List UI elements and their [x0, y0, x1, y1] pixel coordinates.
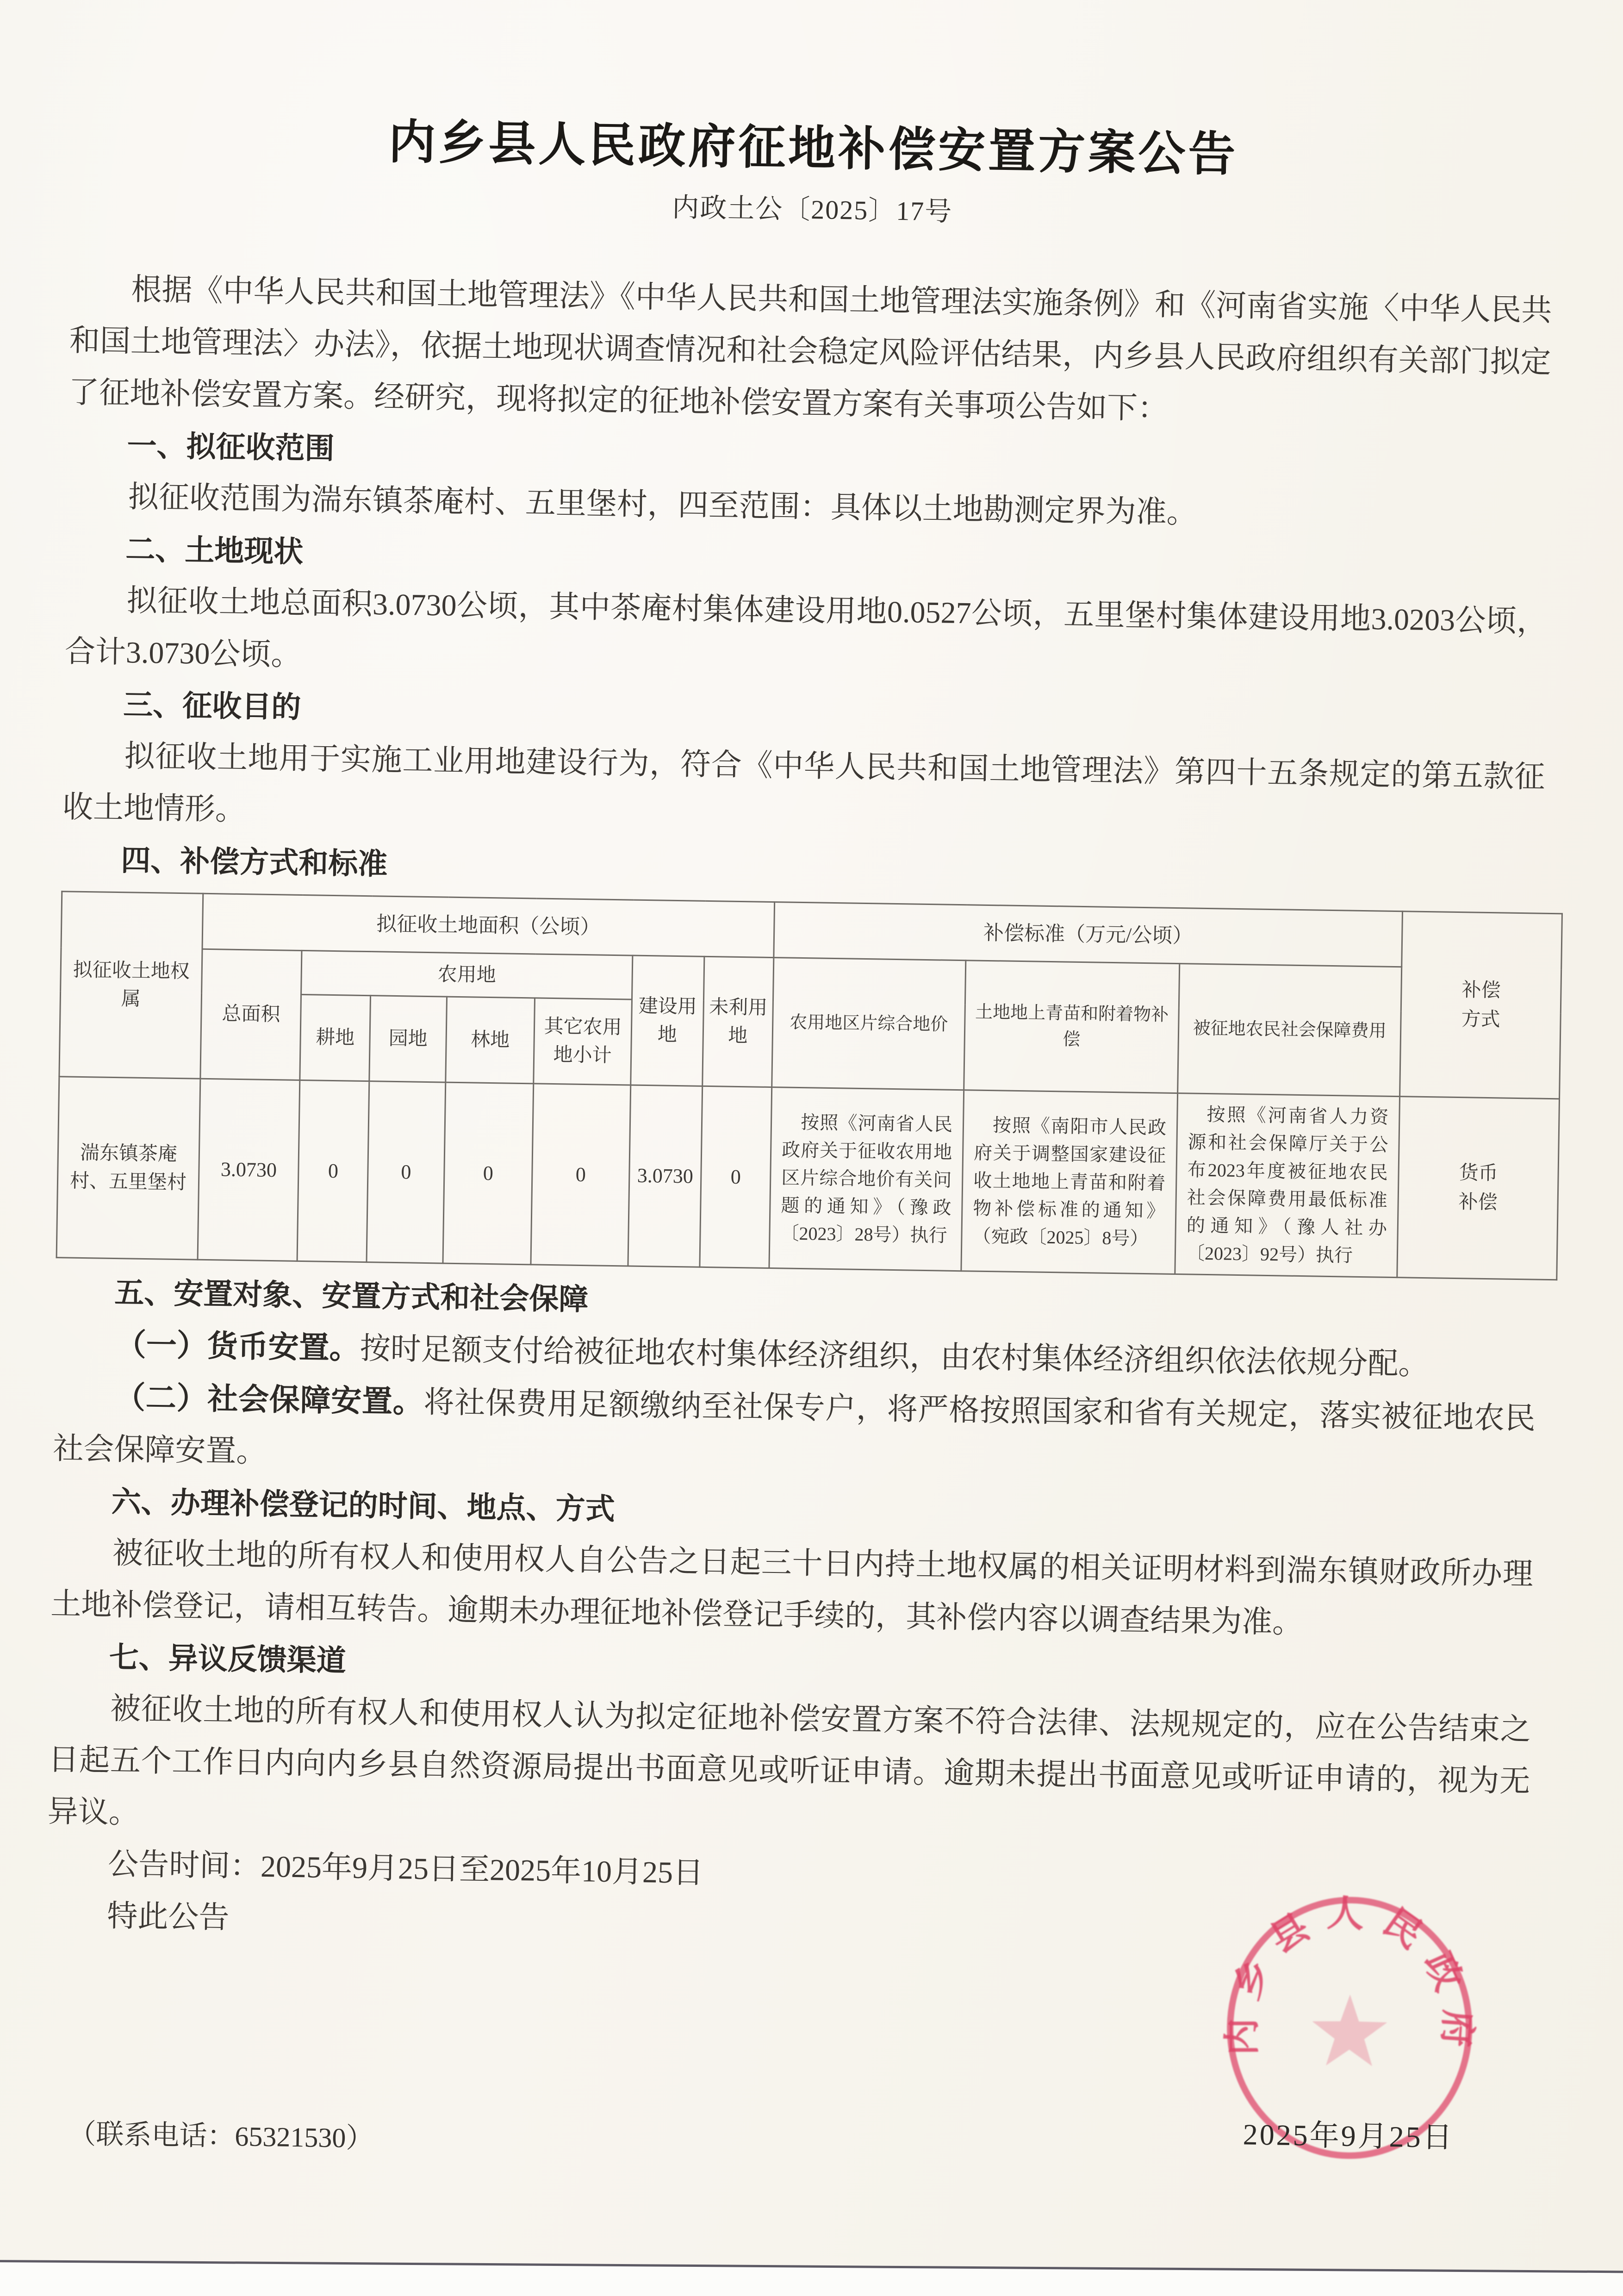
item-2-label: （二）社会保障安置。: [114, 1380, 424, 1419]
section-7-heading: 七、异议反馈渠道: [109, 1640, 347, 1678]
page-title: 内乡县人民政府征地补偿安置方案公告: [388, 116, 1239, 181]
cell-ownership: 湍东镇茶庵村、五里堡村: [56, 1077, 200, 1260]
th-construction-land: 建设用地: [631, 955, 704, 1086]
th-comprehensive-price: 农用地区片综合地价: [772, 958, 966, 1090]
cell-total-area: 3.0730: [198, 1079, 300, 1261]
section-4-heading: 四、补偿方式和标准: [120, 843, 388, 881]
cell-unused: 0: [700, 1086, 772, 1268]
cell-cultivated: 0: [297, 1080, 369, 1262]
issue-date: 2025年9月25日: [1243, 2118, 1455, 2154]
doc-number: 内政土公〔2025〕17号: [672, 192, 953, 227]
section-1-paragraph: 拟征收范围为湍东镇茶庵村、五里堡村，四至范围：具体以土地勘测定界为准。: [128, 480, 1198, 530]
th-unused-land: 未利用地: [703, 956, 774, 1087]
th-garden-land: 园地: [369, 996, 447, 1082]
th-social-security: 被征地农民社会保障费用: [1178, 964, 1402, 1097]
th-other-farmland-subtotal: 其它农用地小计: [534, 998, 632, 1085]
item-2-text: 将社保费用足额缴纳至社保专户，将严格按照国家和省有关规定，落实被征地农民社会保障安置。: [52, 1385, 1536, 1469]
intro-paragraph: 根据《中华人民共和国土地管理法》《中华人民共和国土地管理法实施条例》和《河南省实施〈中华人民共和国土地管理法〉办法》，依据土地现状调查情况和社会稳定风险评估结果，内乡县人民政府组织有关部门拟定了征地补偿安置方案。经研究，现将拟定的征地补偿安置方案有关事项公告如下：: [68, 273, 1552, 426]
th-ownership: 拟征收土地权属: [59, 892, 203, 1079]
th-cultivated-land: 耕地: [300, 994, 371, 1081]
cell-other-subtotal: 0: [531, 1084, 631, 1266]
cell-forest: 0: [443, 1082, 534, 1265]
th-compensation-method: 补偿方式: [1400, 911, 1562, 1099]
closing-line: 特此公告: [106, 1899, 230, 1935]
compensation-table: [56, 891, 1563, 1280]
contact-phone: （联系电话：65321530）: [68, 2118, 374, 2154]
seal-star-icon: [1312, 1994, 1387, 2066]
th-forest-land: 林地: [446, 997, 535, 1084]
section-7-paragraph: 被征收土地的所有权人和使用权人认为拟定征地补偿安置方案不符合法律、法规规定的，应在公告结束之日起五个工作日内向内乡县自然资源局提出书面意见或听证申请。逾期未提出书面意见或听证申请的，视为无异议。: [47, 1691, 1531, 1830]
th-area-group: 拟征收土地面积（公顷）: [202, 893, 775, 957]
section-3-heading: 三、征收目的: [123, 688, 301, 724]
cell-construction: 3.0730: [628, 1085, 703, 1267]
section-6-paragraph: 被征收土地的所有权人和使用权人自公告之日起三十日内持土地权属的相关证明材料到湍东镇财政所办理土地补偿登记，请相互转告。逾期未办理征地补偿登记手续的，其补偿内容以调查结果为准。: [50, 1536, 1534, 1640]
th-total-area: 总面积: [200, 949, 302, 1080]
section-2-heading: 二、土地现状: [125, 532, 304, 568]
table-row: [56, 1077, 1560, 1280]
cell-comprehensive-price: 按照《河南省人民政府关于征收农用地区片综合地价有关问题的通知》（豫政〔2023〕28号）执行: [769, 1087, 964, 1271]
section-1-heading: 一、拟征收范围: [127, 429, 335, 465]
th-farmland-group: 农用地: [301, 950, 633, 999]
item-1-text: 按时足额支付给被征地农村集体经济组织，由农村集体经济组织依法依规分配。: [360, 1331, 1430, 1382]
th-seedling-compensation: 土地地上青苗和附着物补偿: [964, 961, 1180, 1093]
cell-compensation-method: 货币补偿: [1397, 1097, 1560, 1280]
notice-period-line: 公告时间：2025年9月25日至2025年10月25日: [107, 1847, 704, 1890]
cell-social-security: 按照《河南省人力资源和社会保障厅关于公布2023年度被征地农民社会保障费用最低标准的通知》（豫人社办〔2023〕92号）执行: [1175, 1093, 1400, 1278]
cell-garden: 0: [367, 1081, 446, 1263]
section-3-paragraph: 拟征收土地用于实施工业用地建设行为，符合《中华人民共和国土地管理法》第四十五条规定的第五款征收土地情形。: [62, 739, 1545, 827]
section-6-heading: 六、办理补偿登记的时间、地点、方式: [111, 1485, 616, 1526]
seal-text: 内乡县人民政府: [1222, 1893, 1479, 2064]
section-2-paragraph: 拟征收土地总面积3.0730公顷，其中茶庵村集体建设用地0.0527公顷，五里堡村集体建设用地3.0203公顷，合计3.0730公顷。: [64, 584, 1548, 672]
item-1-label: （一）货币安置。: [115, 1327, 361, 1365]
section-5-heading: 五、安置对象、安置方式和社会保障: [114, 1276, 589, 1316]
cell-seedling-compensation: 按照《南阳市人民政府关于调整国家建设征收土地地上青苗和附着物补偿标准的通知》（宛政〔2025〕8号）: [961, 1090, 1178, 1274]
th-standard-group: 补偿标准（万元/公顷）: [774, 902, 1403, 967]
